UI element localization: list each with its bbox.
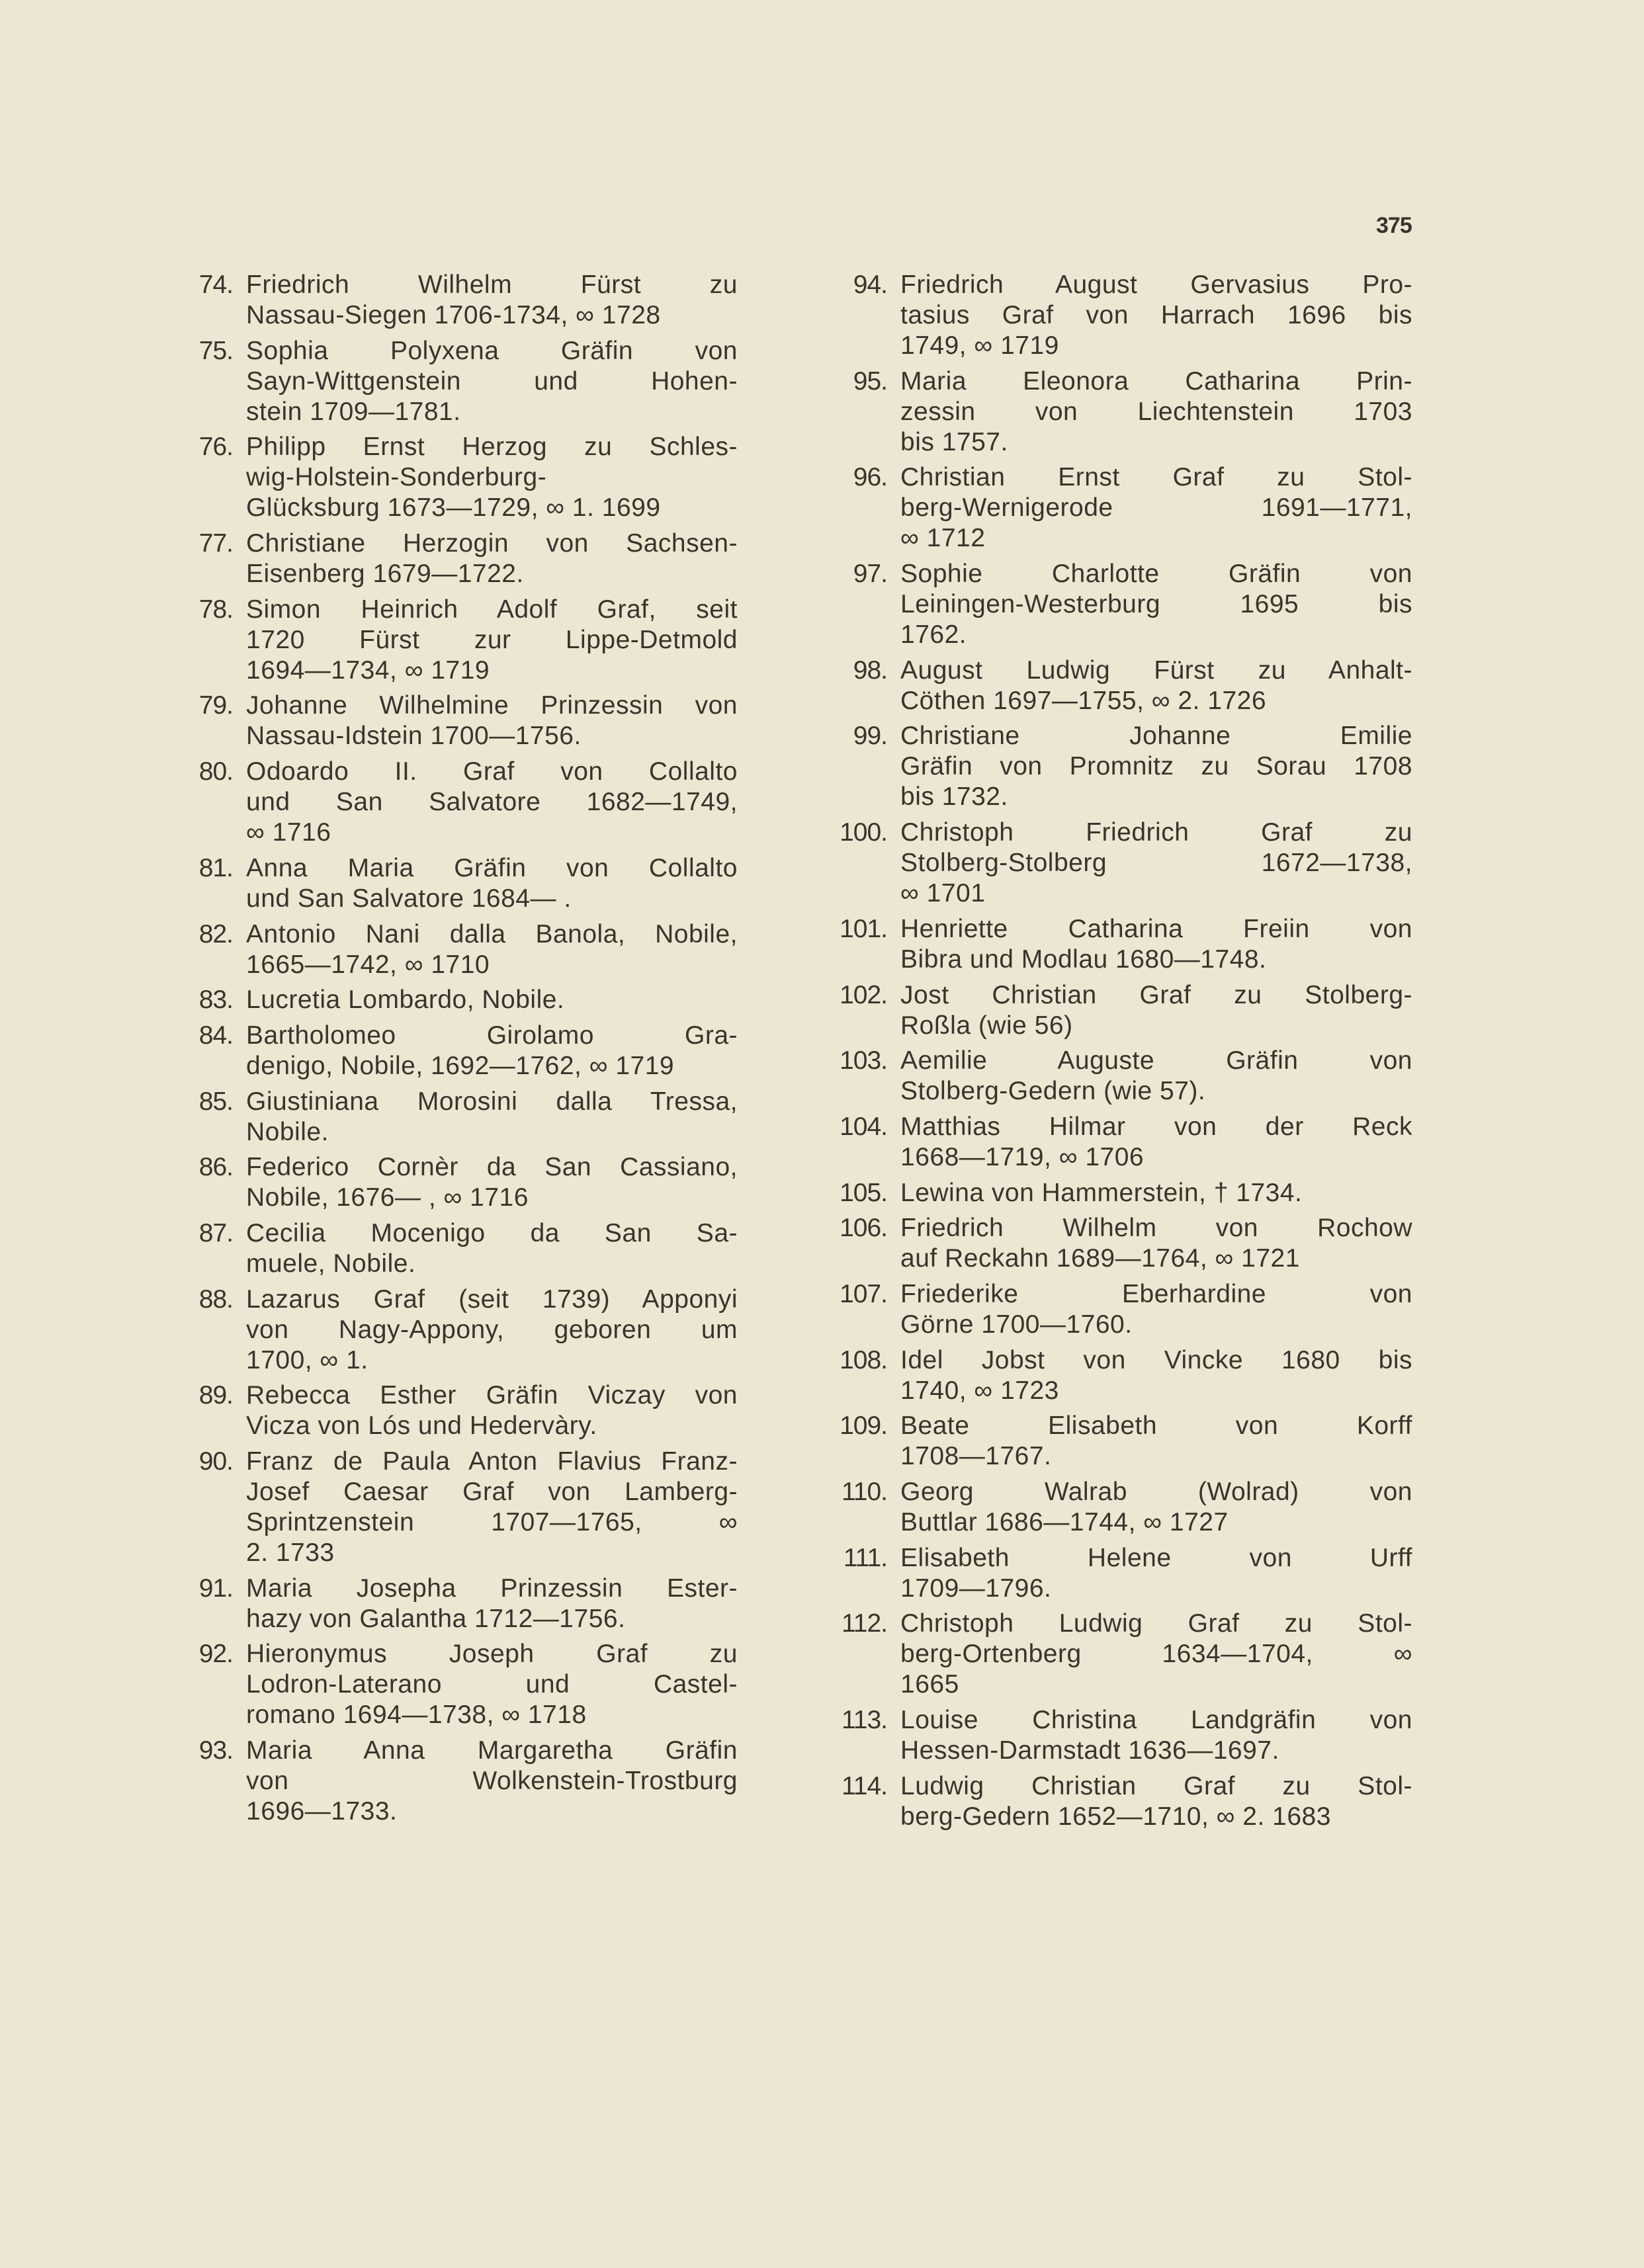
entry-line: Philipp Ernst Herzog zu Schles-	[246, 433, 738, 462]
entry-line: von Wolkenstein-Trostburg	[246, 1767, 738, 1796]
entry-line: Hieronymus Joseph Graf zu	[246, 1640, 738, 1669]
entry-line: Matthias Hilmar von der Reck	[900, 1112, 1412, 1141]
entry-line: Anna Maria Gräfin von Collalto	[246, 853, 738, 882]
entry-line: muele, Nobile.	[246, 1249, 416, 1278]
entry-line: Stolberg-Gedern (wie 57).	[900, 1077, 1206, 1106]
entry-text	[900, 1477, 1412, 1538]
genealogy-entry	[830, 1705, 1412, 1766]
entry-number: 74.	[198, 271, 233, 299]
genealogy-entry	[179, 1639, 738, 1730]
genealogy-entry	[830, 721, 1412, 812]
entry-line: Nobile, 1676— , ∞ 1716	[246, 1183, 529, 1212]
entry-text	[900, 1112, 1412, 1173]
genealogy-entry	[830, 1046, 1412, 1107]
genealogy-entry	[179, 757, 738, 848]
page-number: 375	[1376, 213, 1412, 238]
entry-text	[246, 528, 738, 589]
entry-number: 82.	[198, 919, 233, 948]
entry-number: 102.	[840, 980, 887, 1009]
entry-line: Odoardo II. Graf von Collalto	[246, 757, 738, 786]
genealogy-entry	[179, 1218, 738, 1279]
entry-line: 1720 Fürst zur Lippe-Detmold	[246, 625, 738, 654]
entry-line: ∞ 1716	[246, 818, 331, 847]
entry-line: zessin von Liechtenstein 1703	[900, 397, 1412, 426]
entry-line: Friederike Eberhardine von	[900, 1279, 1412, 1308]
entry-text	[246, 985, 738, 1015]
entry-line: berg-Gedern 1652—1710, ∞ 2. 1683	[900, 1802, 1331, 1831]
entry-text	[900, 270, 1412, 361]
entry-line: Stolberg-Stolberg 1672—1738,	[900, 849, 1412, 878]
entry-line: Friedrich Wilhelm von Rochow	[900, 1214, 1412, 1243]
entry-line: Idel Jobst von Vincke 1680 bis	[900, 1345, 1412, 1374]
entry-line: 1665	[900, 1670, 959, 1699]
entry-text	[900, 1046, 1412, 1107]
genealogy-entry	[830, 655, 1412, 716]
entry-line: Christiane Johanne Emilie	[900, 722, 1412, 751]
entry-number: 89.	[198, 1381, 233, 1410]
entry-number: 76.	[198, 433, 233, 462]
genealogy-entry	[179, 528, 738, 589]
entry-number: 95.	[853, 366, 887, 396]
entry-line: Henriette Catharina Freiin von	[900, 914, 1412, 943]
genealogy-entry	[830, 1279, 1412, 1340]
entry-line: Friedrich Wilhelm Fürst zu	[246, 271, 738, 299]
entry-text	[900, 1543, 1412, 1604]
entry-line: 1708—1767.	[900, 1442, 1052, 1471]
entry-number: 113.	[841, 1706, 887, 1735]
entry-number: 75.	[198, 336, 233, 365]
entry-text	[246, 1021, 738, 1081]
genealogy-entry	[830, 366, 1412, 458]
entry-text	[246, 270, 738, 331]
entry-line: Maria Eleonora Catharina Prin-	[900, 366, 1412, 396]
entry-text	[900, 1279, 1412, 1340]
entry-line: berg-Wernigerode 1691—1771,	[900, 493, 1412, 523]
entry-text	[900, 1345, 1412, 1406]
genealogy-entry	[179, 1574, 738, 1634]
entry-number: 99.	[853, 722, 887, 751]
entry-line: Vicza von Lós und Hedervàry.	[246, 1411, 597, 1441]
entry-number: 114.	[841, 1771, 887, 1800]
entry-text	[900, 914, 1412, 975]
entry-line: Jost Christian Graf zu Stolberg-	[900, 980, 1412, 1009]
entry-number: 92.	[198, 1640, 233, 1669]
entry-line: tasius Graf von Harrach 1696 bis	[900, 301, 1412, 329]
entry-line: Buttlar 1686—1744, ∞ 1727	[900, 1508, 1229, 1536]
entry-number: 110.	[841, 1478, 887, 1506]
entry-line: Gräfin von Promnitz zu Sorau 1708	[900, 752, 1412, 781]
entry-number: 112.	[841, 1609, 887, 1638]
entry-text	[246, 1736, 738, 1827]
entry-line: 1762.	[900, 620, 967, 650]
entry-number: 91.	[198, 1574, 233, 1603]
entry-text	[246, 1284, 738, 1376]
entry-line: Rebecca Esther Gräfin Viczay von	[246, 1381, 738, 1410]
entry-number: 83.	[198, 986, 233, 1015]
entry-number: 109.	[840, 1411, 887, 1441]
genealogy-entry	[179, 853, 738, 914]
entry-line: Nobile.	[246, 1117, 329, 1146]
entry-number: 105.	[840, 1178, 887, 1207]
entry-number: 80.	[198, 757, 233, 786]
entry-line: 1665—1742, ∞ 1710	[246, 950, 490, 979]
entry-line: Christoph Ludwig Graf zu Stol-	[900, 1609, 1412, 1638]
entry-text	[900, 1771, 1412, 1832]
genealogy-entry	[830, 1477, 1412, 1538]
entry-line: Federico Cornèr da San Cassiano,	[246, 1153, 738, 1182]
genealogy-entry	[179, 1021, 738, 1081]
genealogy-entry	[179, 1380, 738, 1441]
entry-line: Lazarus Graf (seit 1739) Apponyi	[246, 1284, 738, 1314]
entry-number: 98.	[853, 655, 887, 685]
entry-number: 100.	[840, 818, 887, 847]
entry-line: hazy von Galantha 1712—1756.	[246, 1604, 626, 1633]
entry-line: Cöthen 1697—1755, ∞ 2. 1726	[900, 686, 1267, 715]
entry-line: Josef Caesar Graf von Lamberg-	[246, 1478, 738, 1506]
genealogy-entry	[830, 914, 1412, 975]
genealogy-entry	[179, 1447, 738, 1568]
entry-line: Johanne Wilhelmine Prinzessin von	[246, 691, 738, 720]
entry-text	[246, 691, 738, 751]
right-column	[830, 270, 1412, 1837]
entry-text	[900, 559, 1412, 650]
genealogy-entry	[179, 432, 738, 523]
entry-line: Christoph Friedrich Graf zu	[900, 818, 1412, 847]
entry-line: Maria Josepha Prinzessin Ester-	[246, 1574, 738, 1603]
entry-line: Friedrich August Gervasius Pro-	[900, 271, 1412, 299]
entry-text	[246, 919, 738, 980]
entry-line: Christian Ernst Graf zu Stol-	[900, 463, 1412, 492]
entry-line: Franz de Paula Anton Flavius Franz-	[246, 1447, 738, 1476]
entry-number: 93.	[198, 1736, 233, 1765]
entry-text	[246, 1574, 738, 1634]
genealogy-entry	[830, 1178, 1412, 1208]
entry-text	[246, 853, 738, 914]
genealogy-entry	[830, 1543, 1412, 1604]
entry-number: 108.	[840, 1345, 887, 1374]
entry-text	[246, 1447, 738, 1568]
entry-line: Nassau-Siegen 1706-1734, ∞ 1728	[246, 301, 661, 329]
entry-text	[900, 1213, 1412, 1274]
entry-line: Lucretia Lombardo, Nobile.	[246, 986, 565, 1015]
entry-line: Lodron-Laterano und Castel-	[246, 1670, 738, 1699]
genealogy-entry	[830, 559, 1412, 650]
entry-line: Aemilie Auguste Gräfin von	[900, 1046, 1412, 1075]
entry-line: denigo, Nobile, 1692—1762, ∞ 1719	[246, 1051, 675, 1080]
entry-line: und San Salvatore 1684— .	[246, 884, 572, 913]
entry-line: Elisabeth Helene von Urff	[900, 1543, 1412, 1572]
entry-line: Leiningen-Westerburg 1695 bis	[900, 590, 1412, 619]
entry-text	[900, 655, 1412, 716]
entry-line: 1696—1733.	[246, 1797, 398, 1826]
entry-line: Beate Elisabeth von Korff	[900, 1411, 1412, 1441]
entry-text	[900, 1411, 1412, 1472]
entry-line: Eisenberg 1679—1722.	[246, 560, 524, 589]
entry-text	[246, 1380, 738, 1441]
entry-text	[246, 336, 738, 427]
entry-number: 88.	[198, 1284, 233, 1314]
entry-text	[900, 721, 1412, 812]
entry-number: 90.	[198, 1447, 233, 1476]
entry-number: 111.	[843, 1543, 887, 1572]
entry-text	[900, 1609, 1412, 1700]
genealogy-entry	[179, 270, 738, 331]
genealogy-entry	[830, 1213, 1412, 1274]
entry-text	[246, 1087, 738, 1148]
entry-line: wig-Holstein-Sonderburg-	[246, 463, 547, 492]
genealogy-entry	[179, 1736, 738, 1827]
genealogy-entry	[830, 1112, 1412, 1173]
entry-text	[246, 1218, 738, 1279]
entry-line: Christiane Herzogin von Sachsen-	[246, 529, 738, 558]
entry-line: Sayn-Wittgenstein und Hohen-	[246, 366, 738, 396]
entry-line: romano 1694—1738, ∞ 1718	[246, 1701, 587, 1730]
entry-number: 107.	[840, 1279, 887, 1308]
genealogy-entry	[830, 1411, 1412, 1472]
entry-text	[246, 1639, 738, 1730]
entry-line: 1740, ∞ 1723	[900, 1376, 1059, 1405]
left-column	[179, 270, 738, 1832]
genealogy-entry	[179, 336, 738, 427]
entry-text	[900, 1178, 1412, 1208]
genealogy-entry	[830, 1771, 1412, 1832]
entry-number: 96.	[853, 463, 887, 492]
entry-line: berg-Ortenberg 1634—1704, ∞	[900, 1640, 1412, 1669]
entry-line: 1700, ∞ 1.	[246, 1345, 368, 1374]
entry-number: 103.	[840, 1046, 887, 1075]
entry-line: Sprintzenstein 1707—1765, ∞	[246, 1508, 738, 1536]
entry-line: Cecilia Mocenigo da San Sa-	[246, 1218, 738, 1247]
entry-line: August Ludwig Fürst zu Anhalt-	[900, 655, 1412, 685]
genealogy-entry	[830, 462, 1412, 554]
entry-line: Hessen-Darmstadt 1636—1697.	[900, 1736, 1279, 1765]
entry-line: Georg Walrab (Wolrad) von	[900, 1478, 1412, 1506]
entry-line: 1694—1734, ∞ 1719	[246, 655, 490, 685]
entry-number: 97.	[853, 560, 887, 589]
entry-number: 86.	[198, 1153, 233, 1182]
entry-line: Maria Anna Margaretha Gräfin	[246, 1736, 738, 1765]
entry-line: 2. 1733	[246, 1538, 335, 1567]
entry-text	[900, 366, 1412, 458]
genealogy-entry	[830, 818, 1412, 909]
entry-line: Giustiniana Morosini dalla Tressa,	[246, 1087, 738, 1116]
entry-text	[900, 1705, 1412, 1766]
entry-number: 81.	[198, 853, 233, 882]
entry-text	[246, 595, 738, 686]
entry-line: von Nagy-Appony, geboren um	[246, 1315, 738, 1344]
entry-line: 1749, ∞ 1719	[900, 331, 1059, 360]
genealogy-entry	[179, 1152, 738, 1213]
entry-line: auf Reckahn 1689—1764, ∞ 1721	[900, 1244, 1300, 1273]
entry-text	[900, 980, 1412, 1041]
entry-text	[900, 818, 1412, 909]
entry-text	[246, 432, 738, 523]
entry-line: ∞ 1712	[900, 524, 986, 553]
genealogy-entry	[830, 980, 1412, 1041]
entry-line: bis 1757.	[900, 427, 1008, 456]
entry-number: 78.	[198, 595, 233, 624]
entry-line: Antonio Nani dalla Banola, Nobile,	[246, 919, 738, 948]
entry-number: 94.	[853, 271, 887, 299]
entry-number: 79.	[198, 691, 233, 720]
genealogy-entry	[179, 595, 738, 686]
entry-number: 101.	[840, 914, 887, 943]
genealogy-entry	[179, 985, 738, 1015]
entry-line: 1668—1719, ∞ 1706	[900, 1142, 1145, 1171]
entry-number: 84.	[198, 1021, 233, 1050]
entry-number: 87.	[198, 1218, 233, 1247]
entry-line: Ludwig Christian Graf zu Stol-	[900, 1771, 1412, 1800]
entry-line: Sophia Polyxena Gräfin von	[246, 336, 738, 365]
entry-line: Simon Heinrich Adolf Graf, seit	[246, 595, 738, 624]
entry-line: Glücksburg 1673—1729, ∞ 1. 1699	[246, 493, 661, 523]
entry-line: ∞ 1701	[900, 879, 986, 908]
entry-line: stein 1709—1781.	[246, 397, 461, 426]
entry-line: Bartholomeo Girolamo Gra-	[246, 1021, 738, 1050]
entry-line: Görne 1700—1760.	[900, 1310, 1133, 1339]
genealogy-entry	[179, 1087, 738, 1148]
entry-line: 1709—1796.	[900, 1574, 1052, 1603]
entry-text	[246, 757, 738, 848]
genealogy-entry	[179, 1284, 738, 1376]
genealogy-entry	[830, 1609, 1412, 1700]
entry-number: 104.	[840, 1112, 887, 1141]
genealogy-entry	[830, 270, 1412, 361]
entry-number: 85.	[198, 1087, 233, 1116]
entry-line: Lewina von Hammerstein, † 1734.	[900, 1178, 1303, 1207]
entry-line: Bibra und Modlau 1680—1748.	[900, 945, 1267, 974]
entry-line: und San Salvatore 1682—1749,	[246, 788, 738, 817]
entry-line: Sophie Charlotte Gräfin von	[900, 560, 1412, 589]
entry-line: Roßla (wie 56)	[900, 1011, 1073, 1040]
entry-line: Louise Christina Landgräfin von	[900, 1706, 1412, 1735]
genealogy-entry	[830, 1345, 1412, 1406]
entry-number: 106.	[840, 1214, 887, 1243]
entry-text	[900, 462, 1412, 554]
genealogy-entry	[179, 691, 738, 751]
entry-line: bis 1732.	[900, 782, 1008, 812]
entry-number: 77.	[198, 529, 233, 558]
entry-line: Nassau-Idstein 1700—1756.	[246, 722, 582, 751]
genealogy-entry	[179, 919, 738, 980]
entry-text	[246, 1152, 738, 1213]
